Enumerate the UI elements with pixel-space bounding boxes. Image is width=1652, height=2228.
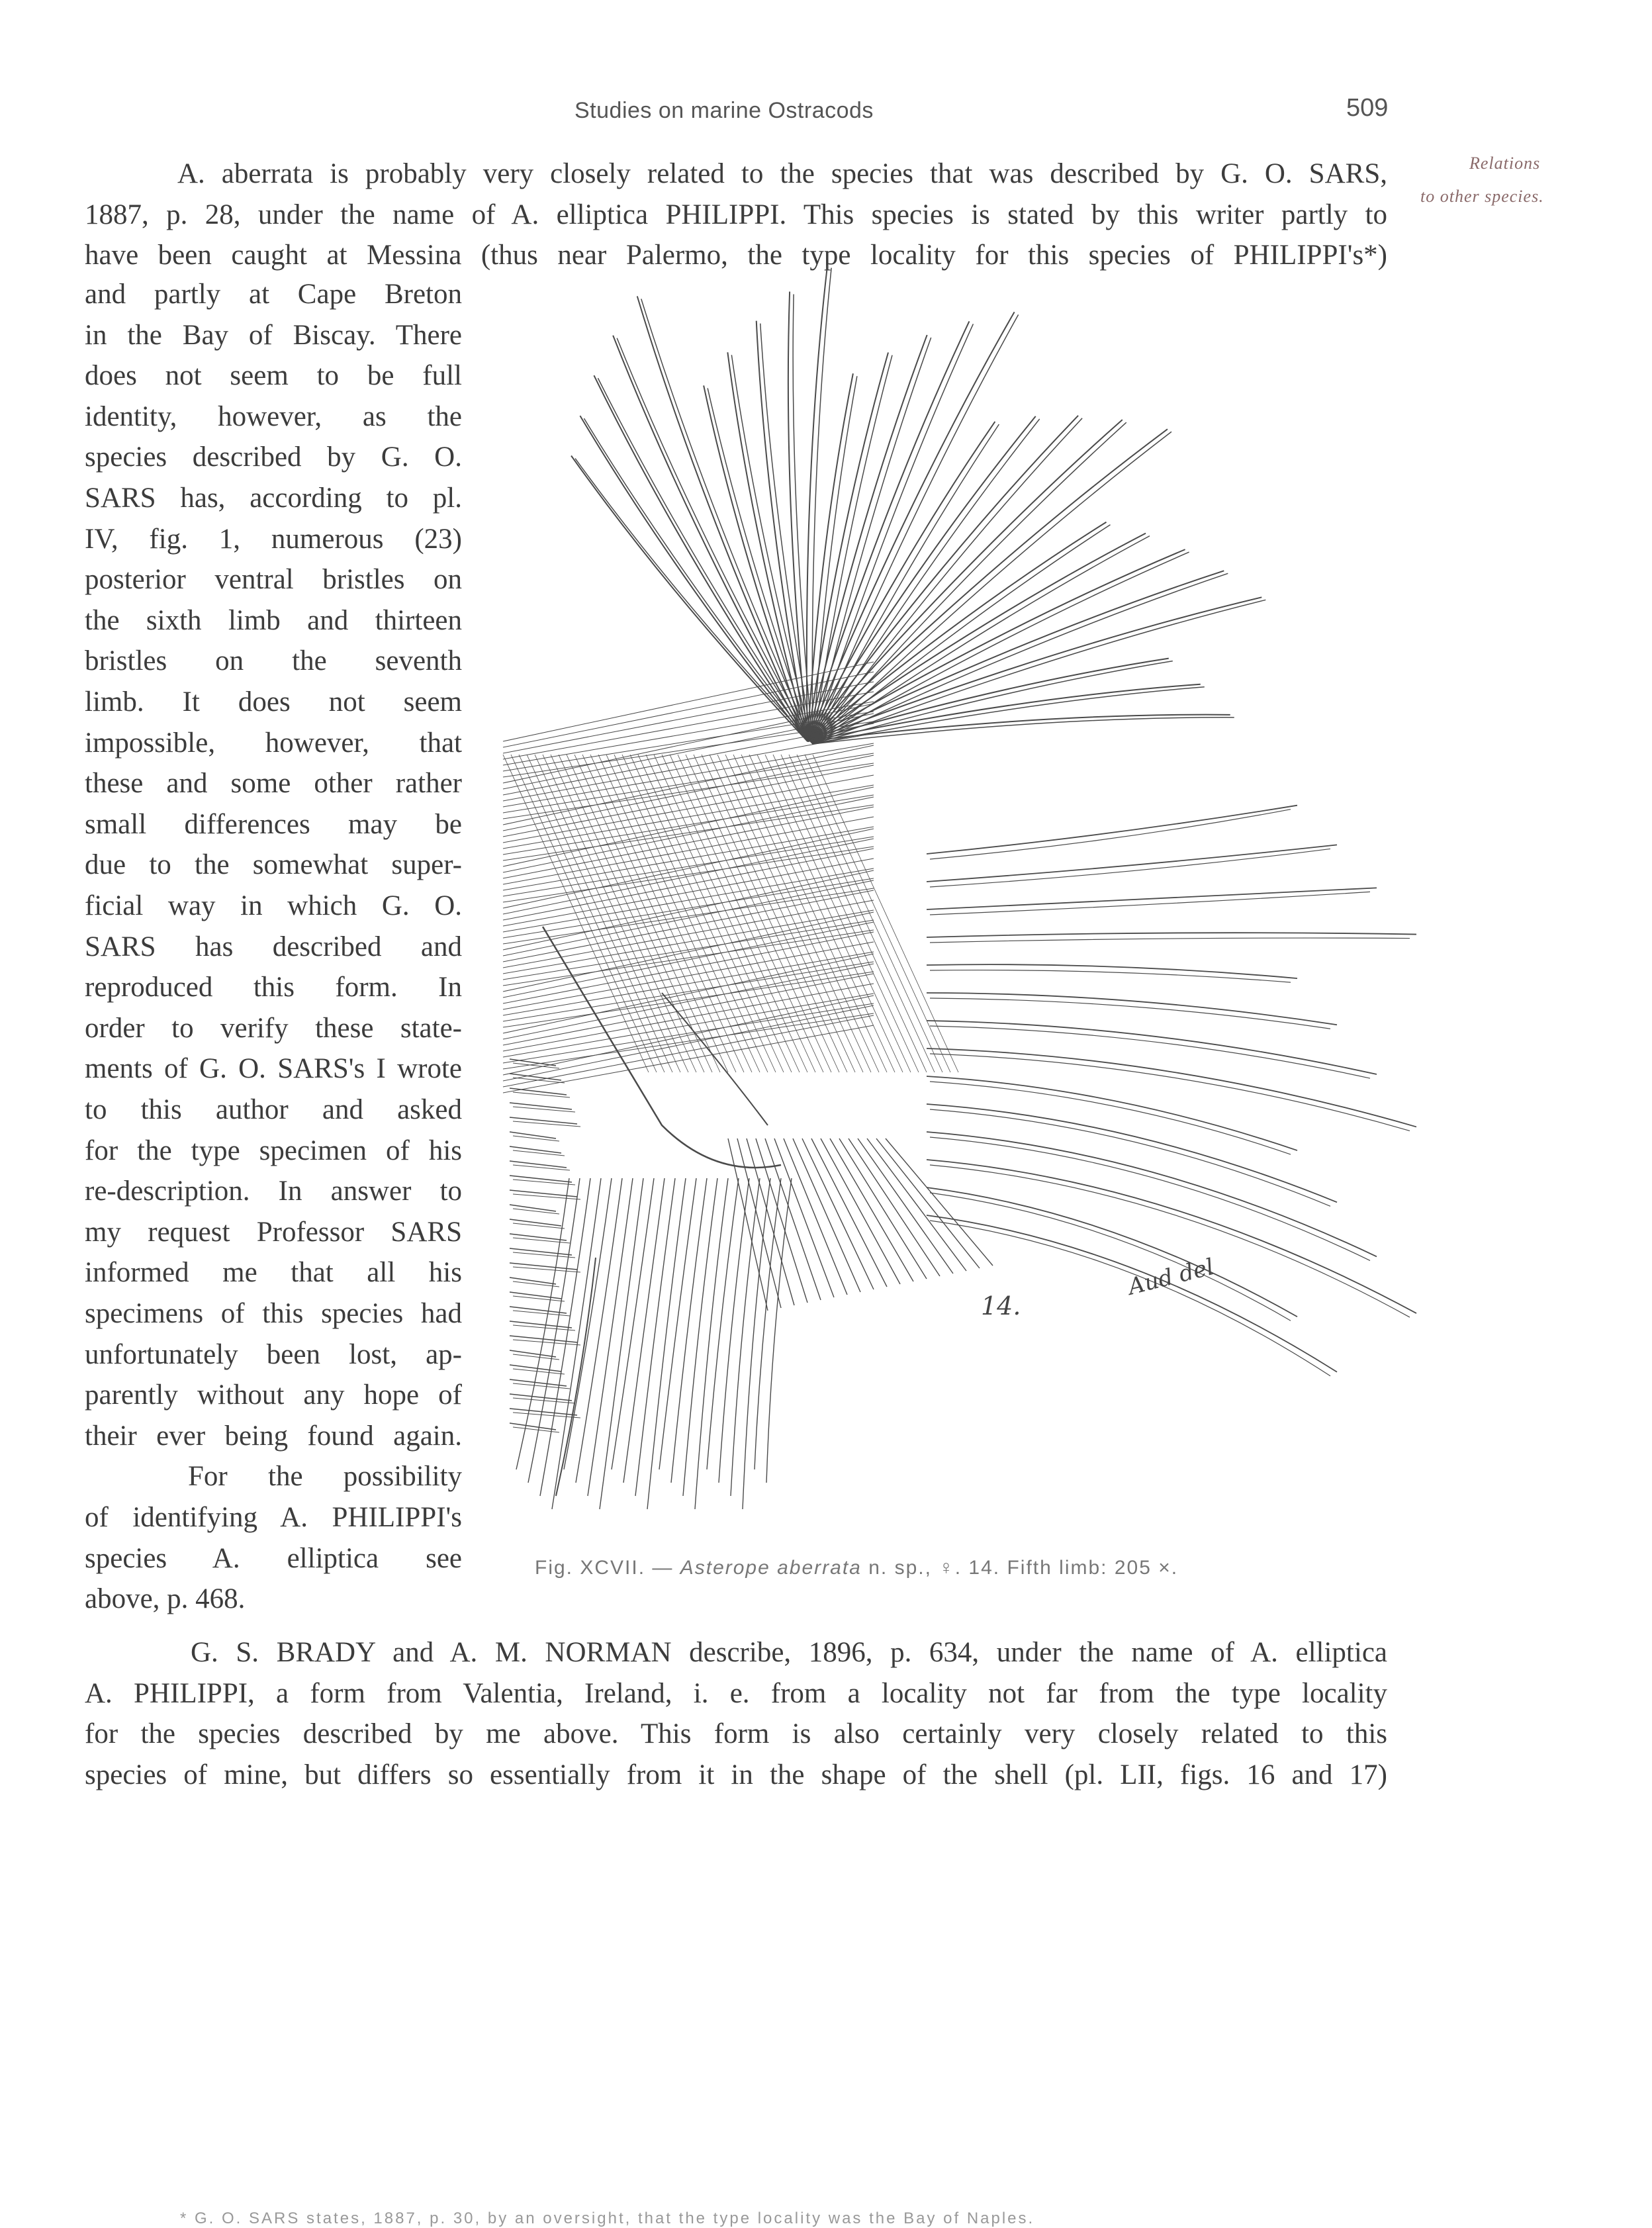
bristle-stroke <box>567 755 712 1072</box>
bristle-stroke <box>727 352 807 741</box>
bristle-stroke <box>930 1082 1291 1154</box>
bristle-stroke <box>513 1194 580 1199</box>
bristle-stroke <box>617 338 813 744</box>
bristle-stroke <box>927 1021 1377 1074</box>
bristle-stroke <box>930 998 1330 1029</box>
bristle-stroke <box>765 755 911 1072</box>
bristle-stroke <box>503 743 874 807</box>
bristle-stroke <box>927 964 1297 978</box>
bristle-stroke <box>858 1138 953 1274</box>
bristle-stroke <box>807 312 1015 741</box>
bristle-stroke <box>503 797 874 872</box>
bristle-stroke <box>513 1413 580 1418</box>
bristle-stroke <box>503 880 874 956</box>
bristle-stroke <box>807 335 927 741</box>
text-line: informed me that all his <box>85 1257 462 1289</box>
text-line: for the type specimen of his <box>85 1135 462 1166</box>
bristle-stroke <box>511 755 657 1072</box>
bristle-stroke <box>598 755 744 1072</box>
bristle-stroke <box>849 1138 940 1276</box>
bristle-stroke <box>510 1088 567 1095</box>
bristle-stroke <box>510 1365 561 1371</box>
bristle-stroke <box>598 378 813 744</box>
text-line: due to the somewhat super- <box>85 849 462 881</box>
bristle-stroke <box>527 755 672 1072</box>
bristle-stroke <box>812 268 831 744</box>
text-line: have been caught at Messina (thus near Palermo, the type locality for this species of PHILIPPI's*) <box>85 240 1387 271</box>
text-line: ficial way in which G. O. <box>85 890 462 921</box>
bristle-stroke <box>540 1178 590 1496</box>
bristle-stroke <box>813 525 1111 744</box>
bristle-stroke <box>789 755 935 1072</box>
bristle-stroke <box>743 1178 770 1509</box>
bristle-stroke <box>927 845 1337 882</box>
caption-species: Asterope aberrata <box>680 1557 862 1579</box>
artist-signature: Aud del <box>1125 1254 1217 1301</box>
text-line: species A. elliptica see <box>85 1542 462 1574</box>
bristle-stroke <box>510 1161 567 1168</box>
bristle-stroke <box>612 1178 654 1469</box>
bristle-stroke <box>513 1296 565 1301</box>
text-line: 1887, p. 28, under the name of A. elliptica PHILIPPI. This species is stated by this writer partly to <box>85 199 1387 230</box>
bristle-stroke <box>813 324 973 744</box>
bristle-stroke <box>513 1267 580 1272</box>
text-line: and partly at Cape Breton <box>85 279 462 310</box>
bristle-stroke <box>622 755 768 1072</box>
bristle-stroke <box>510 1292 561 1299</box>
bristle-stroke <box>927 993 1337 1025</box>
bristle-stroke <box>927 888 1377 909</box>
bristle-stroke <box>510 1117 577 1124</box>
text-line: my request Professor SARS <box>85 1216 462 1248</box>
bristle-stroke <box>503 723 874 795</box>
bristle-stroke <box>654 755 800 1072</box>
bristle-stroke <box>503 974 874 1045</box>
bristle-stroke <box>513 1252 575 1258</box>
text-line: SARS has, according to pl. <box>85 483 462 514</box>
bristle-stroke <box>927 933 1416 937</box>
bristle-stroke <box>510 1321 572 1328</box>
text-line: their ever being found again. <box>85 1420 462 1452</box>
text-line: of identifying A. PHILIPPI's <box>85 1502 462 1533</box>
text-line: limb. It does not seem <box>85 686 462 718</box>
bristle-stroke <box>513 1150 565 1156</box>
bristle-stroke <box>765 1138 821 1300</box>
bristle-stroke <box>930 810 1291 859</box>
text-line: specimens of this species had <box>85 1298 462 1329</box>
bristle-stroke <box>930 938 1410 943</box>
text-line: the sixth limb and thirteen <box>85 604 462 636</box>
bristle-stroke <box>659 1178 696 1469</box>
bristle-stroke <box>635 1178 675 1496</box>
text-line: unfortunately been lost, ap- <box>85 1338 462 1370</box>
page-number: 509 <box>1346 94 1389 122</box>
bristle-stroke <box>930 849 1330 887</box>
bristle-stroke <box>766 1178 792 1483</box>
bristle-stroke <box>614 755 760 1072</box>
text-line: species of mine, but differs so essentially from it in the shape of the shell (pl. LII, figs. 16 and 17) <box>85 1759 1387 1790</box>
text-line: impossible, however, that <box>85 727 462 759</box>
bristle-stroke <box>510 1394 572 1401</box>
bristle-stroke <box>575 459 813 744</box>
bristle-stroke <box>886 1138 993 1266</box>
bristle-stroke <box>813 755 958 1072</box>
text-line: for the species described by me above. This form is also certainly very closely related to this <box>85 1718 1387 1749</box>
text-line: G. S. BRADY and A. M. NORMAN describe, 1896, p. 634, under the name of A. elliptica <box>191 1637 1387 1668</box>
bristle-stroke <box>830 1138 913 1281</box>
bristle-stroke <box>510 1176 572 1182</box>
bristle-stroke <box>510 1277 556 1284</box>
bristle-stroke <box>513 1311 570 1316</box>
text-line: parently without any hope of <box>85 1379 462 1411</box>
bristle-stroke <box>513 1238 570 1243</box>
footnote: * G. O. SARS states, 1887, p. 30, by an oversight, that the type locality was the Bay of Naples. <box>180 2209 1035 2227</box>
bristle-stroke <box>756 1138 807 1303</box>
bristle-stroke <box>757 321 807 741</box>
bristle-stroke <box>638 755 784 1072</box>
bristle-stroke <box>510 1103 572 1109</box>
bristle-stroke <box>556 1258 596 1496</box>
bristle-stroke <box>927 1076 1297 1150</box>
bristle-stroke <box>600 1178 643 1509</box>
text-line: For the possibility <box>188 1461 462 1493</box>
bristle-stroke <box>513 1078 565 1083</box>
bristle-stroke <box>623 1178 665 1483</box>
bristle-stroke <box>741 755 887 1072</box>
bristle-stroke <box>930 970 1291 983</box>
bristle-stroke <box>813 419 1040 744</box>
bristle-stroke <box>513 1369 565 1374</box>
text-line: bristles on the seventh <box>85 645 462 677</box>
bristle-stroke <box>513 1107 575 1112</box>
bristle-stroke <box>503 964 874 1039</box>
bristle-stroke <box>813 536 1150 744</box>
bristle-stroke <box>930 892 1370 915</box>
bristle-stroke <box>784 1138 847 1295</box>
bristle-stroke <box>516 1178 569 1469</box>
bristle-stroke <box>510 1205 556 1211</box>
bristle-stroke <box>510 1234 567 1240</box>
bristle-stroke <box>927 1132 1377 1256</box>
bristle-stroke <box>930 1054 1410 1131</box>
bristle-stroke <box>503 849 874 920</box>
bristle-stroke <box>813 338 931 744</box>
bristle-stroke <box>704 385 807 741</box>
bristle-stroke <box>513 1325 575 1330</box>
bristle-stroke <box>513 1180 575 1185</box>
text-line: A. PHILIPPI, a form from Valentia, Ireland, i. e. from a locality not far from the type locality <box>85 1677 1387 1709</box>
text-line: reproduced this form. In <box>85 972 462 1003</box>
bristle-stroke <box>788 292 807 741</box>
bristle-stroke <box>797 755 942 1072</box>
bristle-stroke <box>510 1219 561 1226</box>
bristle-stroke <box>510 1379 567 1386</box>
bristle-stroke <box>510 1423 556 1430</box>
bristle-stroke <box>749 755 895 1072</box>
bristle-stroke <box>576 1178 622 1483</box>
bristle-stroke <box>646 755 792 1072</box>
text-line: to this author and asked <box>85 1094 462 1125</box>
text-line: ments of G. O. SARS's I wrote <box>85 1053 462 1085</box>
bristle-stroke <box>513 1165 570 1170</box>
bristle-stroke <box>773 755 919 1072</box>
bristle-stroke <box>811 1138 887 1287</box>
bristle-stroke <box>662 755 807 1072</box>
bristle-stroke <box>641 299 813 744</box>
bristle-stroke <box>513 1223 565 1229</box>
bristle-stroke <box>503 910 874 974</box>
bristle-stroke <box>510 1350 556 1357</box>
caption-prefix: Fig. XCVII. — <box>535 1557 674 1579</box>
bristle-stroke <box>647 1178 686 1509</box>
margin-note-line-1: Relations <box>1469 154 1541 173</box>
text-line: identity, however, as the <box>85 400 462 432</box>
text-line: posterior ventral bristles on <box>85 564 462 596</box>
bristle-stroke <box>802 1138 874 1289</box>
text-line: order to verify these state- <box>85 1012 462 1044</box>
running-title: Studies on marine Ostracods <box>574 98 874 123</box>
bristle-stroke <box>510 1307 567 1313</box>
text-line: does not seem to be full <box>85 360 462 392</box>
bristle-stroke <box>510 1248 572 1255</box>
text-line: these and some other rather <box>85 768 462 800</box>
bristle-stroke <box>927 806 1297 854</box>
bristle-stroke <box>807 549 1185 741</box>
bristle-stroke <box>513 1383 570 1389</box>
bristle-stroke <box>710 755 855 1072</box>
bristle-stroke <box>510 1132 556 1138</box>
bristle-stroke <box>728 1138 768 1311</box>
bristle-stroke <box>927 1104 1337 1202</box>
text-line: SARS has described and <box>85 931 462 962</box>
text-line: species described by G. O. <box>85 441 462 473</box>
bristle-stroke <box>513 1340 580 1345</box>
text-line: above, p. 468. <box>85 1583 246 1615</box>
text-line: re-description. In answer to <box>85 1176 462 1207</box>
bristle-stroke <box>781 755 927 1072</box>
text-line: A. aberrata is probably very closely related to the species that was described by G. O. SARS, <box>177 158 1387 189</box>
bristle-stroke <box>694 755 839 1072</box>
margin-note-line-2: to other species. <box>1420 187 1544 206</box>
figure-number-label: 14. <box>981 1291 1021 1321</box>
bristle-stroke <box>731 355 813 744</box>
text-line: in the Bay of Biscay. There <box>85 319 462 351</box>
caption-rest: n. sp., ♀. 14. Fifth limb: 205 ×. <box>868 1557 1179 1579</box>
bristle-stroke <box>513 1092 570 1097</box>
bristle-stroke <box>774 1138 834 1297</box>
text-line: IV, fig. 1, numerous (23) <box>85 523 462 555</box>
text-line: small differences may be <box>85 808 462 840</box>
bristle-stroke <box>930 1109 1330 1206</box>
figure-caption <box>535 1557 1178 1579</box>
bristle-stroke <box>606 755 752 1072</box>
bristle-stroke <box>510 1146 561 1153</box>
bristle-stroke <box>737 1138 781 1308</box>
bristle-stroke <box>807 429 1168 741</box>
bristle-stroke <box>503 952 874 1015</box>
bristle-stroke <box>513 1121 580 1127</box>
